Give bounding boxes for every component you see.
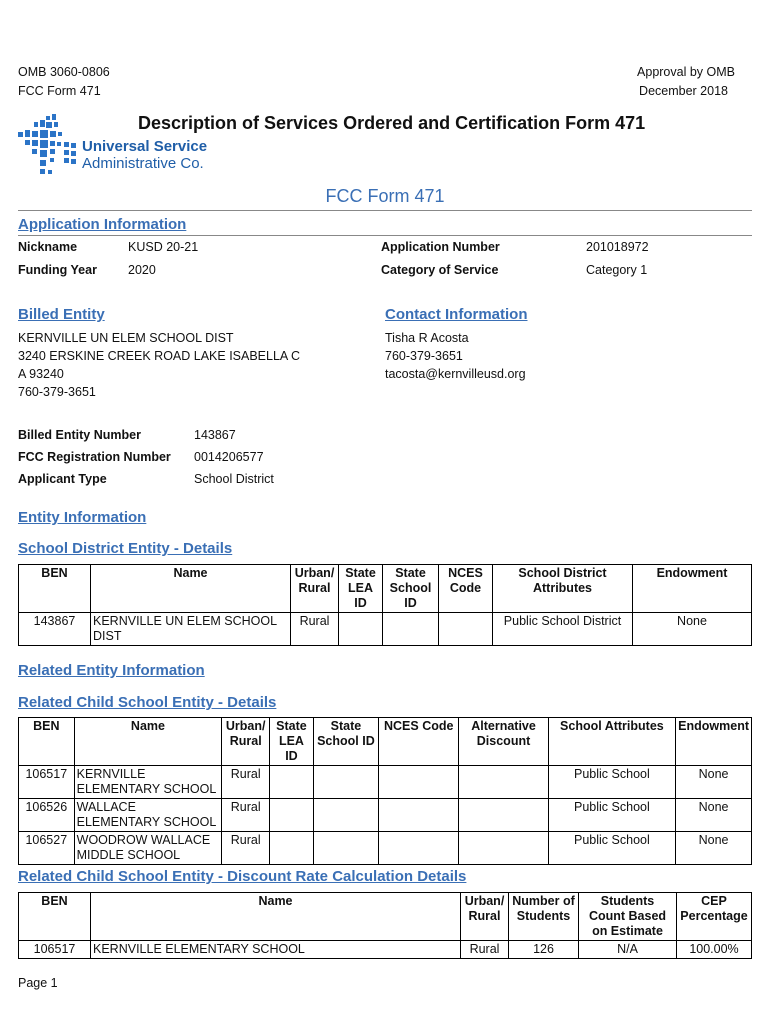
table-cell: None — [676, 799, 752, 832]
table-cell: Rural — [222, 832, 270, 865]
table-cell — [459, 832, 548, 865]
column-header: State School ID — [313, 718, 378, 766]
column-header: NCES Code — [379, 718, 459, 766]
table-cell — [313, 766, 378, 799]
application-number-value: 201018972 — [586, 240, 649, 254]
table-cell — [379, 799, 459, 832]
logo-line-1: Universal Service — [82, 138, 208, 155]
table-cell: N/A — [579, 941, 677, 959]
category-label: Category of Service — [381, 263, 499, 277]
nickname-label: Nickname — [18, 240, 78, 254]
category-value: Category 1 — [586, 263, 648, 277]
billed-entity-heading: Billed Entity — [18, 306, 105, 323]
funding-year-label: Funding Year — [18, 263, 97, 277]
entity-info-heading: Entity Information — [18, 509, 147, 526]
table-row — [19, 941, 752, 959]
table-cell — [313, 799, 378, 832]
column-header: Students Count Based on Estimate — [579, 893, 677, 941]
column-header: Urban/ Rural — [461, 893, 509, 941]
funding-year-value: 2020 — [128, 263, 156, 277]
column-header: Urban/ Rural — [222, 718, 270, 766]
table-cell: None — [633, 613, 752, 646]
table-cell: Rural — [222, 766, 270, 799]
table-cell: Public School District — [493, 613, 633, 646]
column-header: Name — [91, 893, 461, 941]
frn-value: 0014206577 — [194, 450, 264, 464]
table-cell: None — [676, 832, 752, 865]
table-cell: 106517 — [19, 766, 75, 799]
child-details-heading: Related Child School Entity - Details — [18, 694, 277, 711]
nickname-value: KUSD 20-21 — [128, 240, 199, 254]
district-entity-table — [18, 564, 752, 646]
column-header: School Attributes — [548, 718, 676, 766]
contact-info-heading: Contact Information — [385, 306, 528, 323]
table-cell: KERNVILLE UN ELEM SCHOOL DIST — [91, 613, 291, 646]
child-entity-table — [18, 717, 752, 865]
contact-phone: 760-379-3651 — [385, 349, 463, 363]
title-divider — [18, 210, 752, 211]
page-number: Page 1 — [18, 976, 58, 990]
table-cell — [459, 766, 548, 799]
billed-entity-street: 3240 ERSKINE CREEK ROAD LAKE ISABELLA C — [18, 349, 301, 363]
billed-entity-phone: 760-379-3651 — [18, 385, 96, 399]
omb-number: OMB 3060-0806 — [18, 65, 110, 79]
column-header: Alternative Discount — [459, 718, 548, 766]
district-details-heading: School District Entity - Details — [18, 540, 233, 557]
table-header-row — [19, 718, 752, 766]
table-header-row — [19, 565, 752, 613]
table-cell — [383, 613, 439, 646]
table-cell: KERNVILLE ELEMENTARY SCHOOL — [91, 941, 461, 959]
table-cell — [270, 799, 314, 832]
column-header: Urban/ Rural — [291, 565, 339, 613]
contact-name: Tisha R Acosta — [385, 331, 469, 345]
ben-value: 143867 — [194, 428, 236, 442]
application-number-label: Application Number — [381, 240, 500, 254]
column-header: Endowment — [633, 565, 752, 613]
table-cell — [439, 613, 493, 646]
table-cell — [270, 832, 314, 865]
column-header: BEN — [19, 893, 91, 941]
table-cell: WALLACE ELEMENTARY SCHOOL — [74, 799, 222, 832]
column-header: BEN — [19, 718, 75, 766]
table-cell: 143867 — [19, 613, 91, 646]
table-cell: 106527 — [19, 832, 75, 865]
table-row — [19, 832, 752, 865]
billed-entity-city: A 93240 — [18, 367, 64, 381]
applicant-type-label: Applicant Type — [18, 472, 107, 486]
table-cell: Public School — [548, 799, 676, 832]
contact-email: tacosta@kernvilleusd.org — [385, 367, 526, 381]
table-cell: 126 — [509, 941, 579, 959]
table-cell: 100.00% — [677, 941, 752, 959]
column-header: School District Attributes — [493, 565, 633, 613]
column-header: State LEA ID — [270, 718, 314, 766]
column-header: Number of Students — [509, 893, 579, 941]
frn-label: FCC Registration Number — [18, 450, 171, 464]
table-cell — [270, 766, 314, 799]
approval-date: December 2018 — [639, 84, 728, 98]
approval-text: Approval by OMB — [637, 65, 735, 79]
column-header: State LEA ID — [339, 565, 383, 613]
form-number: FCC Form 471 — [18, 84, 101, 98]
table-cell: Rural — [222, 799, 270, 832]
column-header: Endowment — [676, 718, 752, 766]
applicant-type-value: School District — [194, 472, 274, 486]
contact-block — [385, 329, 526, 383]
column-header: Name — [91, 565, 291, 613]
table-cell: 106526 — [19, 799, 75, 832]
column-header: NCES Code — [439, 565, 493, 613]
discount-details-heading: Related Child School Entity - Discount Rate Calculation Details — [18, 868, 467, 885]
table-row — [19, 766, 752, 799]
table-cell: 106517 — [19, 941, 91, 959]
table-cell: KERNVILLE ELEMENTARY SCHOOL — [74, 766, 222, 799]
table-row — [19, 799, 752, 832]
table-cell — [379, 766, 459, 799]
table-cell — [313, 832, 378, 865]
table-row — [19, 613, 752, 646]
usac-logo-icon — [16, 114, 78, 178]
table-cell: None — [676, 766, 752, 799]
table-cell — [379, 832, 459, 865]
table-header-row — [19, 893, 752, 941]
table-cell: Rural — [291, 613, 339, 646]
column-header: BEN — [19, 565, 91, 613]
table-cell: WOODROW WALLACE MIDDLE SCHOOL — [74, 832, 222, 865]
ben-label: Billed Entity Number — [18, 428, 141, 442]
table-cell: Public School — [548, 766, 676, 799]
related-entity-heading: Related Entity Information — [18, 662, 205, 679]
discount-rate-table — [18, 892, 752, 959]
table-cell: Rural — [461, 941, 509, 959]
form-title: FCC Form 471 — [325, 186, 445, 206]
column-header: State School ID — [383, 565, 439, 613]
table-cell: Public School — [548, 832, 676, 865]
application-info-heading: Application Information — [18, 216, 187, 233]
logo-line-2: Administrative Co. — [82, 155, 204, 172]
table-cell — [459, 799, 548, 832]
column-header: Name — [74, 718, 222, 766]
table-cell — [339, 613, 383, 646]
billed-entity-address — [18, 329, 300, 401]
section-divider — [18, 235, 752, 236]
document-title: Description of Services Ordered and Certification Form 471 — [138, 113, 646, 133]
billed-entity-name: KERNVILLE UN ELEM SCHOOL DIST — [18, 331, 234, 345]
column-header: CEP Percentage — [677, 893, 752, 941]
